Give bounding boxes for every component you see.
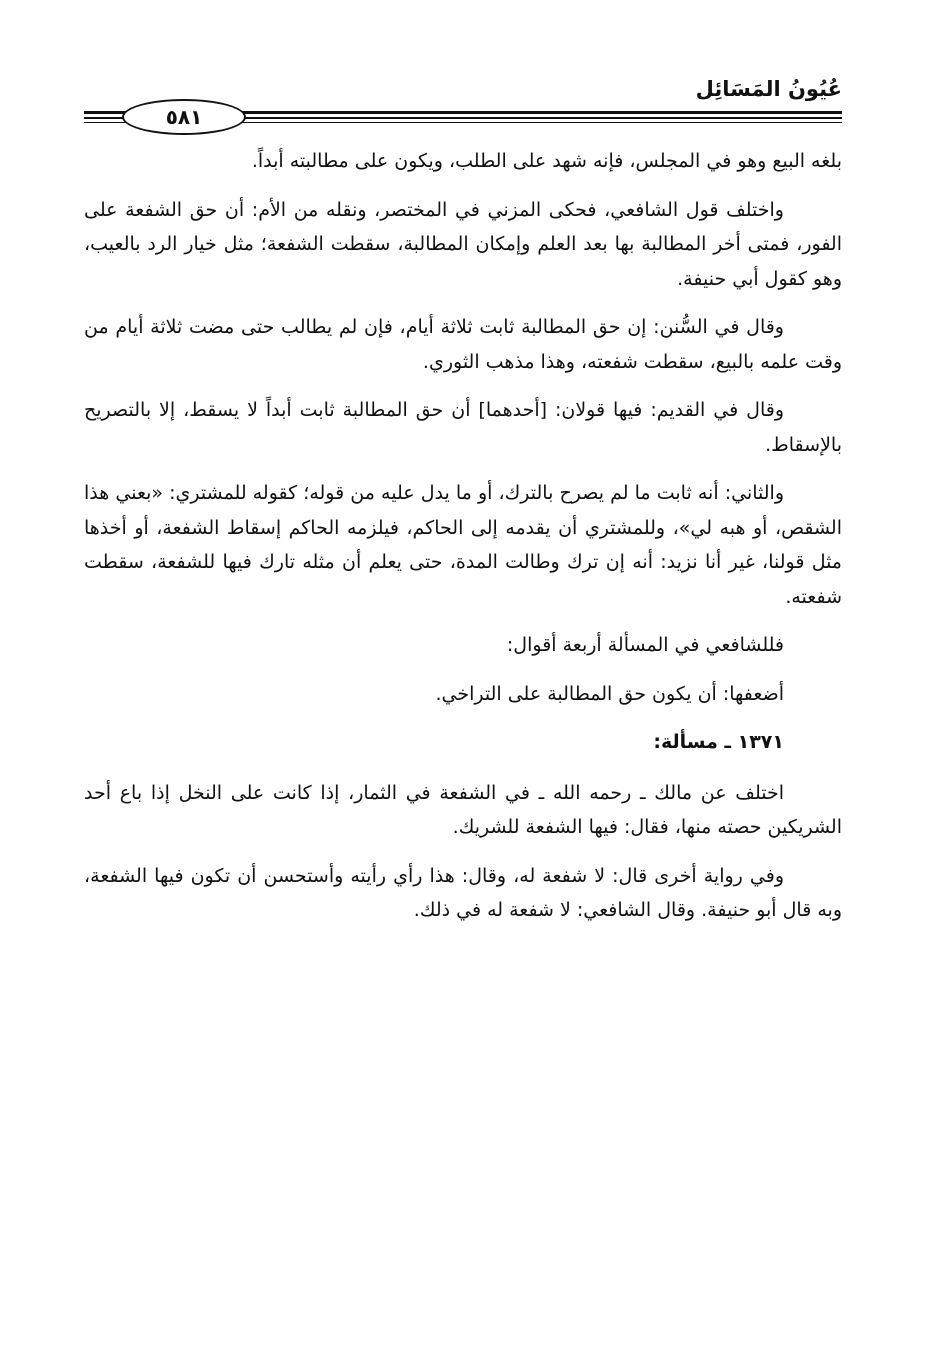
section-heading: ١٣٧١ ـ مسألة: <box>653 731 784 753</box>
paragraph: وقال في السُّنن: إن حق المطالبة ثابت ثلاثة أيام، فإن لم يطالب حتى مضت ثلاثة أيام من وقت علمه بالبيع، سقطت شفعته، وهذا مذهب الثوري. <box>84 316 842 373</box>
book-title: عُيُونُ المَسَائِل <box>695 77 842 101</box>
paragraph: والثاني: أنه ثابت ما لم يصرح بالترك، أو ما يدل عليه من قوله؛ كقوله للمشتري: «بعني هذا الشقص، أو هبه لي»، وللمشتري أن يقدمه إلى الحاكم، فيلزمه الحاكم إسقاط الشفعة، أو أخذها مثل قولنا، غير أنا نزيد: أنه إن ترك وطالت المدة، حتى يعلم أن مثله تارك فيها للشفعة، سقطت شفعته. <box>84 482 842 608</box>
paragraph: أضعفها: أن يكون حق المطالبة على التراخي. <box>435 682 784 705</box>
page-number: ٥٨١ <box>165 105 203 129</box>
page-body <box>84 144 842 942</box>
paragraph: وفي رواية أخرى قال: لا شفعة له، وقال: هذا رأي رأيته وأستحسن أن تكون فيها الشفعة، وبه قال أبو حنيفة. وقال الشافعي: لا شفعة له في ذلك. <box>84 864 842 921</box>
paragraph: بلغه البيع وهو في المجلس، فإنه شهد على الطلب، ويكون على مطالبته أبداً. <box>251 150 842 172</box>
page-number-badge <box>122 99 246 135</box>
paragraph: وقال في القديم: فيها قولان: [أحدهما] أن حق المطالبة ثابت أبداً لا يسقط، إلا بالتصريح بالإسقاط. <box>84 399 842 456</box>
paragraph: اختلف عن مالك ـ رحمه الله ـ في الشفعة في الثمار، إذا كانت على النخل إذا باع أحد الشريكين حصته منها، فقال: فيها الشفعة للشريك. <box>84 781 842 838</box>
page-header <box>84 72 842 132</box>
paragraph: فللشافعي في المسألة أربعة أقوال: <box>506 634 784 656</box>
paragraph: واختلف قول الشافعي، فحكى المزني في المختصر، ونقله من الأم: أن حق الشفعة على الفور، فمتى أخر المطالبة بها بعد العلم وإمكان المطالبة، سقطت الشفعة؛ مثل خيار الرد بالعيب، وهو كقول أبي حنيفة. <box>84 198 842 290</box>
